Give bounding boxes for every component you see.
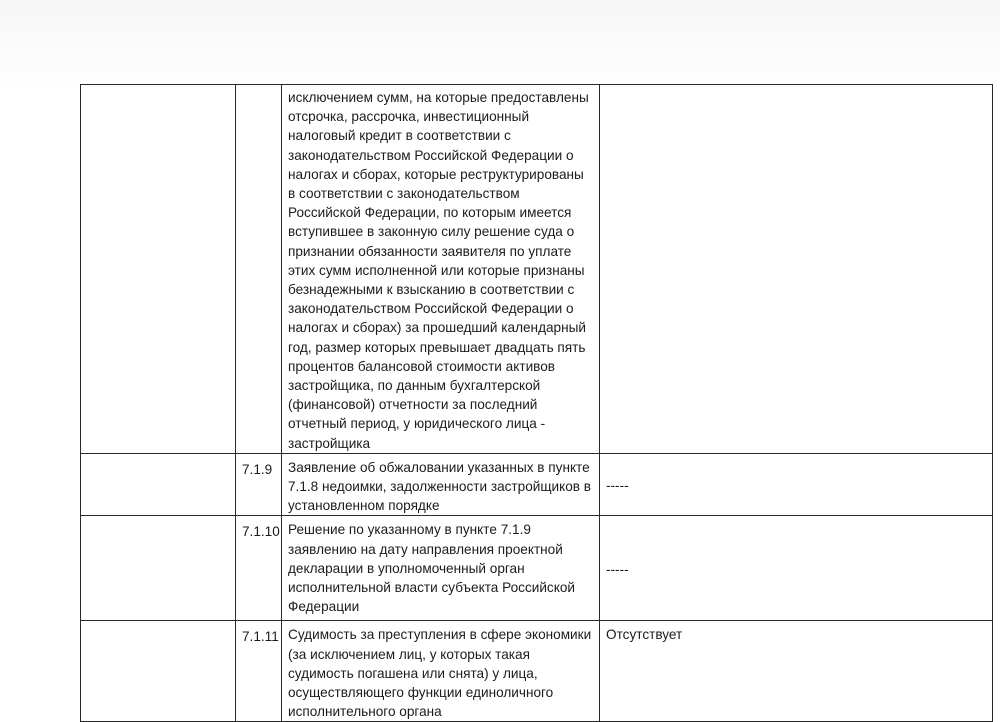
item-value: Отсутствует [606,627,683,643]
scan-shadow [0,0,1000,90]
table-row [81,516,993,621]
item-number: 7.1.10 [242,524,280,540]
value-cell [600,85,993,454]
item-number-cell [236,516,282,621]
item-number-cell [236,453,282,516]
value-cell [600,621,993,722]
description-cell [282,85,600,454]
item-description: исключением сумм, на которые предоставлены отсрочка, рассрочка, инвестиционный налоговый кредит в соответствии с законодательством Российской Федерации о налогах и сборах, которые реструктурированы в соответствии с законодательством Российской Федерации, по которым имеется вступившее в законную силу решение суда о признании обязанности заявителя по уплате этих сумм исполненной или которые признаны безнадежными к взысканию в соответствии с законодательством Российской Федерации о налогах и сборах) за прошедший календарный год, размер которых превышает двадцать пять процентов балансовой стоимости активов застройщика, по данным бухгалтерской (финансовой) отчетности за последний отчетный период, у юридического лица - застройщика [288,90,589,451]
item-number-cell [236,85,282,454]
item-description: Заявление об обжаловании указанных в пункте 7.1.8 недоимки, задолженности застройщиков в установленном порядке [288,459,592,514]
description-cell [282,453,600,516]
blank-cell [81,85,236,454]
blank-cell [81,453,236,516]
item-value: ----- [606,562,629,578]
table-row [81,621,993,722]
item-number-cell [236,621,282,722]
item-description: Решение по указанному в пункте 7.1.9 заявлению на дату направления проектной декларации в уполномоченный орган исполнительной власти субъекта Российской Федерации [288,522,575,615]
item-value: ----- [606,477,629,493]
item-description: Судимость за преступления в сфере экономики (за исключением лиц, у которых такая судимость погашена или снята) у лица, осуществляющего функции единоличного исполнительного органа [288,627,592,720]
item-number: 7.1.11 [242,629,279,645]
value-cell [600,453,993,516]
description-cell [282,516,600,621]
declaration-table [80,84,993,722]
blank-cell [81,516,236,621]
item-number: 7.1.9 [242,461,273,477]
table-row [81,453,993,516]
blank-cell [81,621,236,722]
value-cell [600,516,993,621]
item-value [600,85,992,89]
table-row [81,85,993,454]
description-cell [282,621,600,722]
